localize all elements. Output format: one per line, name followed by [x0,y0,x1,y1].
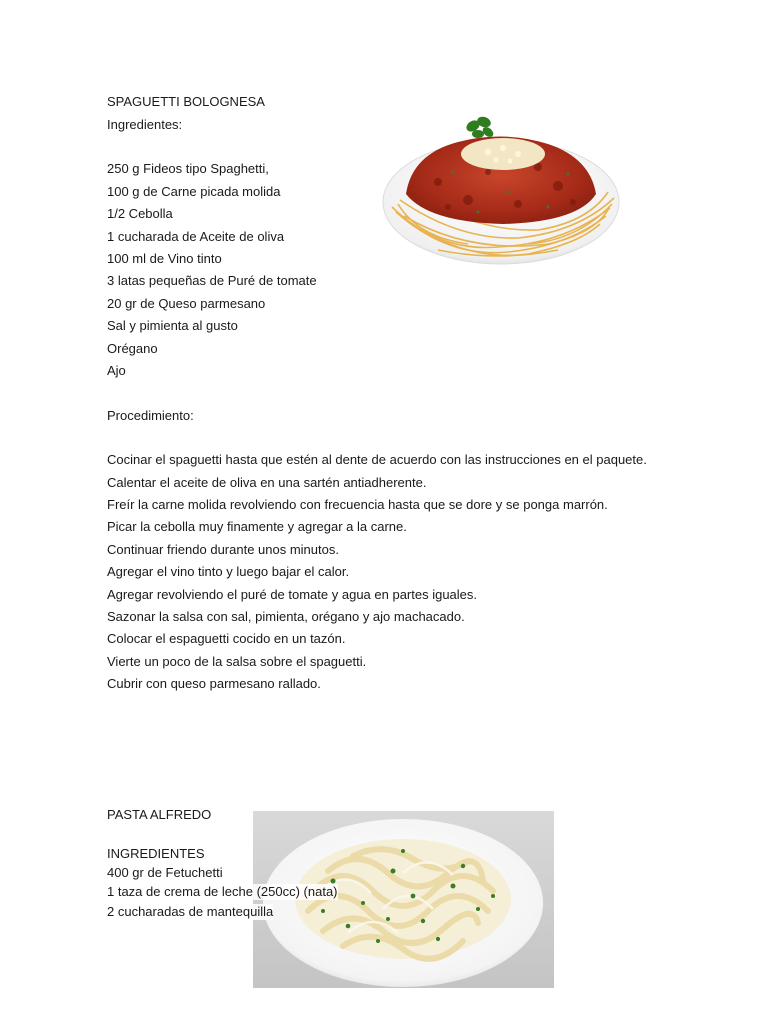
ingredient-item: 1 taza de crema de leche (250cc) (nata) [107,884,338,899]
procedure-step: Cubrir con queso parmesano rallado. [107,676,321,691]
procedure-step: Picar la cebolla muy finamente y agregar a la carne. [107,519,407,534]
procedure-step: Cocinar el spaguetti hasta que estén al dente de acuerdo con las instrucciones en el paquete. [107,452,647,467]
procedure-step: Sazonar la salsa con sal, pimienta, orégano y ajo machacado. [107,609,465,624]
procedure-step: Vierte un poco de la salsa sobre el spaguetti. [107,654,367,669]
procedure-step: Agregar el vino tinto y luego bajar el calor. [107,564,350,579]
recipe1-procedure-label: Procedimiento: [107,408,194,423]
ingredient-item: 1 cucharada de Aceite de oliva [107,229,285,244]
ingredient-item: 2 cucharadas de mantequilla [107,904,274,919]
ingredient-item: Ajo [107,363,126,378]
procedure-step: Continuar friendo durante unos minutos. [107,542,339,557]
ingredient-item: 3 latas pequeñas de Puré de tomate [107,273,317,288]
spaghetti-bolognese-image [378,112,624,272]
ingredient-item: 1/2 Cebolla [107,206,173,221]
ingredient-item: Orégano [107,341,158,356]
ingredient-item: 20 gr de Queso parmesano [107,296,266,311]
procedure-step: Agregar revolviendo el puré de tomate y agua en partes iguales. [107,587,478,602]
ingredient-item: 250 g Fideos tipo Spaghetti, [107,161,269,176]
ingredient-item: Sal y pimienta al gusto [107,318,238,333]
procedure-step: Freír la carne molida revolviendo con frecuencia hasta que se dore y se ponga marrón. [107,497,608,512]
recipe1-title: SPAGUETTI BOLOGNESA [107,94,265,109]
recipe2-title: PASTA ALFREDO [107,807,212,822]
ingredient-item: 100 g de Carne picada molida [107,184,281,199]
recipe2-ingredients-label: INGREDIENTES [107,846,205,861]
procedure-step: Calentar el aceite de oliva en una sartén antiadherente. [107,475,427,490]
procedure-step: Colocar el espaguetti cocido en un tazón. [107,631,346,646]
recipe1-ingredients-label: Ingredientes: [107,117,183,132]
ingredient-item: 100 ml de Vino tinto [107,251,222,266]
ingredient-item: 400 gr de Fetuchetti [107,865,223,880]
